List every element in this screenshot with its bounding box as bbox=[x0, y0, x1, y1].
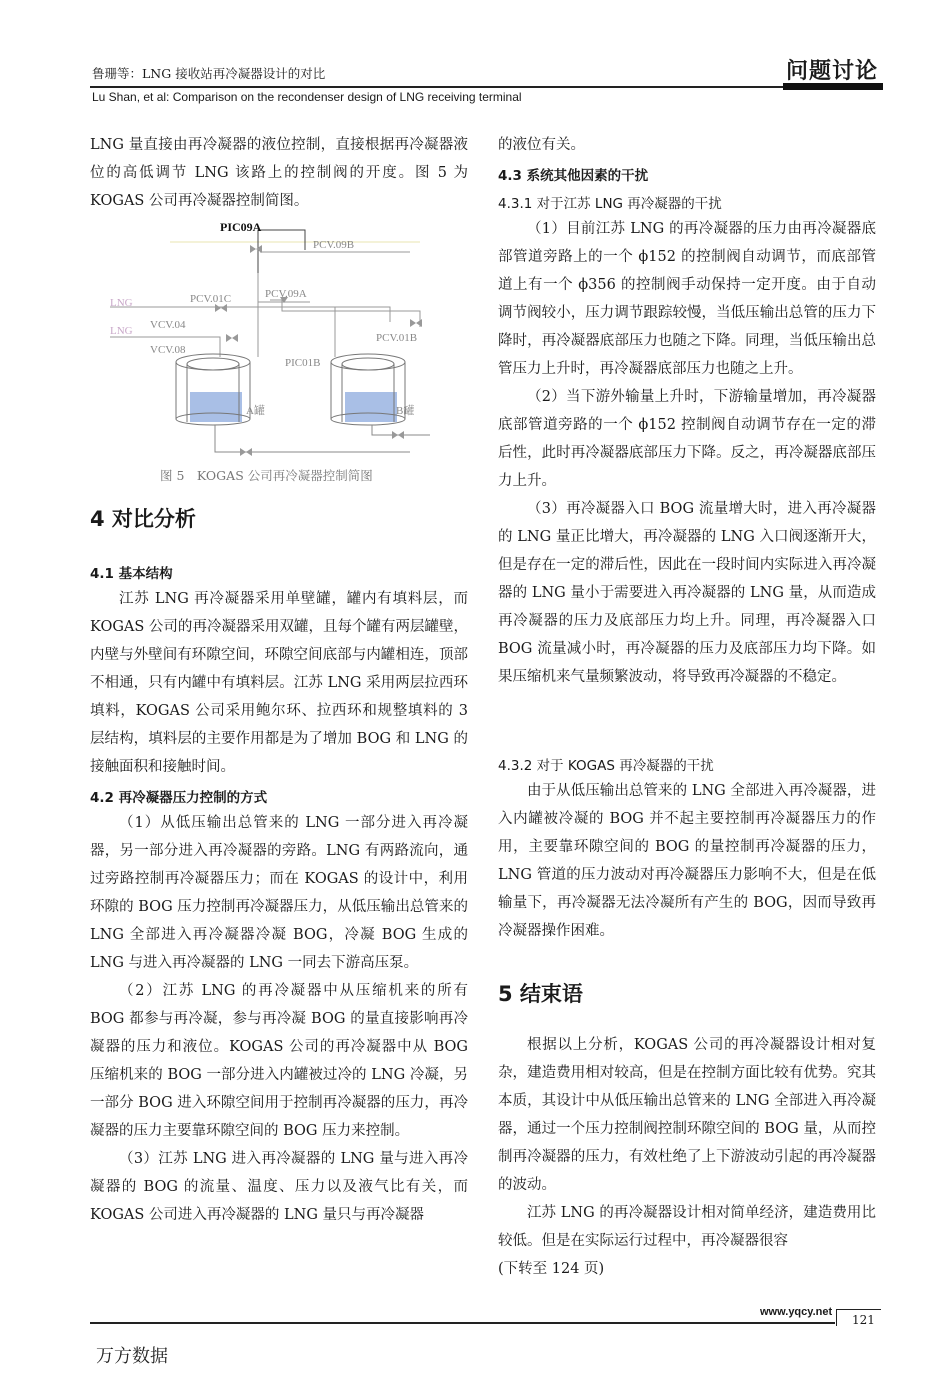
right-section-4-3-2 bbox=[498, 777, 876, 945]
paragraph: （3）再冷凝器入口 BOG 流量增大时，进入再冷凝器的 LNG 量正比增大，再冷凝器的 LNG 入口阀逐渐开大，但是存在一定的滞后性，因此在一段时间内实际进入再冷凝器的 LNG 量小于需要进入再冷凝器的 LNG 量，从而造成再冷凝器的压力及底部压力均上升。同理，再冷凝器入口 BOG 流量减小时，再冷凝器的压力及底部压力均下降。如果压缩机来气量频繁波动，将导致再冷凝器的不稳定。 bbox=[498, 501, 876, 685]
figure-5-diagram bbox=[110, 222, 450, 462]
left-intro bbox=[90, 131, 468, 215]
subsection-heading-4-1: 4.1 基本结构 bbox=[90, 566, 173, 582]
paragraph: （2）当下游外输量上升时，下游输量增加，再冷凝器底部管道旁路的一个 ϕ152 控制阀自动调节存在一定的滞后性，此时再冷凝器底部压力下降。反之，再冷凝器底部压力上升。 bbox=[498, 389, 876, 489]
running-title-cn: 鲁珊等：LNG 接收站再冷凝器设计的对比 bbox=[92, 66, 326, 81]
figure-caption: 图 5 KOGAS 公司再冷凝器控制简图 bbox=[160, 468, 373, 483]
footer-rule bbox=[90, 1322, 835, 1324]
label-pcv01c: PCV.01C bbox=[190, 293, 232, 305]
paragraph: 江苏 LNG 再冷凝器采用单壁罐，罐内有填料层，而 KOGAS 公司的再冷凝器采用双罐，且每个罐有两层罐壁，内壁与外壁间有环隙空间，环隙空间底部与内罐相连，顶部不相通，只有内罐中有填料层。江苏 LNG 采用两层拉西环填料，KOGAS 公司采用鲍尔环、拉西环和规整填料的 3 层结构，填料层的主要作用都是为了增加 BOG 和 LNG 的接触面积和接触时间。 bbox=[90, 591, 468, 775]
paragraph: （1）从低压输出总管来的 LNG 一部分进入再冷凝器，另一部分进入再冷凝器的旁路。LNG 有两路流向，通过旁路控制再冷凝器压力；而在 KOGAS 的设计中，利用环隙的 BOG 压力控制再冷凝器压力，从低压输出总管来的 LNG 全部进入再冷凝器冷凝 BOG，冷凝 BOG 生成的 LNG 与进入再冷凝器的 LNG 一同去下游高压泵。 bbox=[90, 815, 468, 971]
subsubsection-heading-4-3-2: 4.3.2 对于 KOGAS 再冷凝器的干扰 bbox=[498, 758, 714, 774]
watermark: 万方数据 bbox=[96, 1346, 168, 1367]
label-pcv09a: PCV.09A bbox=[265, 288, 307, 300]
footer-url: www.yqcy.net bbox=[760, 1306, 833, 1318]
paragraph: 的液位有关。 bbox=[498, 137, 585, 153]
left-section-4-1 bbox=[90, 585, 468, 781]
paragraph: （2）江苏 LNG 的再冷凝器中从压缩机来的所有 BOG 都参与再冷凝，参与再冷凝 BOG 的量直接影响再冷凝器的压力和液位。KOGAS 公司的再冷凝器中从 BOG 压缩机来的 BOG 一部分进入内罐被过冷的 LNG 冷凝，另一部分 BOG 进入环隙空间用于控制再冷凝器的压力，再冷凝器的压力主要靠环隙空间的 BOG 压力来控制。 bbox=[90, 983, 468, 1139]
continued-note: (下转至 124 页) bbox=[498, 1261, 605, 1277]
section-heading-4: 4 对比分析 bbox=[90, 507, 196, 531]
subsubsection-heading-4-3-1: 4.3.1 对于江苏 LNG 再冷凝器的干扰 bbox=[498, 196, 722, 212]
label-pcv01b: PCV.01B bbox=[376, 332, 418, 344]
header-rule bbox=[90, 86, 790, 88]
right-intro bbox=[498, 131, 876, 159]
label-pic01b: PIC01B bbox=[285, 357, 321, 369]
label-tank-b: B罐 bbox=[396, 405, 415, 417]
paragraph: 由于从低压输出总管来的 LNG 全部进入再冷凝器，进入内罐被冷凝的 BOG 并不起主要控制再冷凝器压力的作用，主要靠环隙空间的 BOG 的量控制再冷凝器的压力，LNG 管道的压力波动对再冷凝器压力影响不大，但是在低输量下，再冷凝器无法冷凝所有产生的 BOG，因而导致再冷凝器操作困难。 bbox=[498, 783, 876, 939]
paragraph: 江苏 LNG 的再冷凝器设计相对简单经济，建造费用比较低。但是在实际运行过程中，再冷凝器很容 bbox=[498, 1205, 876, 1249]
left-section-4-2 bbox=[90, 809, 468, 1229]
tank-a bbox=[176, 354, 250, 425]
paragraph: 根据以上分析，KOGAS 公司的再冷凝器设计相对复杂，建造费用相对较高，但是在控制方面比较有优势。究其本质，其设计中从低压输出总管来的 LNG 全部进入再冷凝器，通过一个压力控制阀控制环隙空间的 BOG 量，从而控制再冷凝器的压力，有效杜绝了上下游波动引起的再冷凝器的波动。 bbox=[498, 1037, 876, 1193]
section-label: 问题讨论 bbox=[786, 59, 879, 84]
label-tank-a: A罐 bbox=[246, 405, 265, 417]
subsection-heading-4-3: 4.3 系统其他因素的干扰 bbox=[498, 168, 649, 184]
subsection-heading-4-2: 4.2 再冷凝器压力控制的方式 bbox=[90, 790, 268, 806]
right-section-4-3-1 bbox=[498, 215, 876, 691]
label-vcv04: VCV.04 bbox=[150, 319, 186, 331]
paragraph: （1）目前江苏 LNG 的再冷凝器的压力由再冷凝器底部管道旁路上的一个 ϕ152 的控制阀自动调节，而底部管道上有一个 ϕ356 的控制阀手动保持一定开度。由于自动调节阀较小，压力调节跟踪较慢，当低压输出总管的压力下降时，再冷凝器底部压力也随之下降。同理，当低压输出总管压力上升时，再冷凝器底部压力也随之上升。 bbox=[498, 221, 876, 377]
label-lng-1: LNG bbox=[110, 297, 133, 309]
paragraph: （3）江苏 LNG 进入再冷凝器的 LNG 量与进入再冷凝器的 BOG 的流量、温度、压力以及液气比有关，而 KOGAS 公司进入再冷凝器的 LNG 量只与再冷凝器 bbox=[90, 1151, 468, 1223]
paragraph: LNG 量直接由再冷凝器的液位控制，直接根据再冷凝器液位的高低调节 LNG 该路上的控制阀的开度。图 5 为 KOGAS 公司再冷凝器控制简图。 bbox=[90, 137, 468, 209]
tank-b bbox=[331, 354, 405, 425]
section-heading-5: 5 结束语 bbox=[498, 982, 583, 1006]
label-lng-2: LNG bbox=[110, 325, 133, 337]
running-title-en: Lu Shan, et al: Comparison on the recondenser design of LNG receiving terminal bbox=[92, 90, 522, 104]
label-pic09a: PIC09A bbox=[220, 222, 262, 234]
page-number: 121 bbox=[852, 1313, 875, 1327]
valve-icons bbox=[215, 245, 422, 456]
label-pcv09b: PCV.09B bbox=[313, 239, 355, 251]
label-vcv08: VCV.08 bbox=[150, 344, 186, 356]
right-section-5 bbox=[498, 1031, 876, 1283]
